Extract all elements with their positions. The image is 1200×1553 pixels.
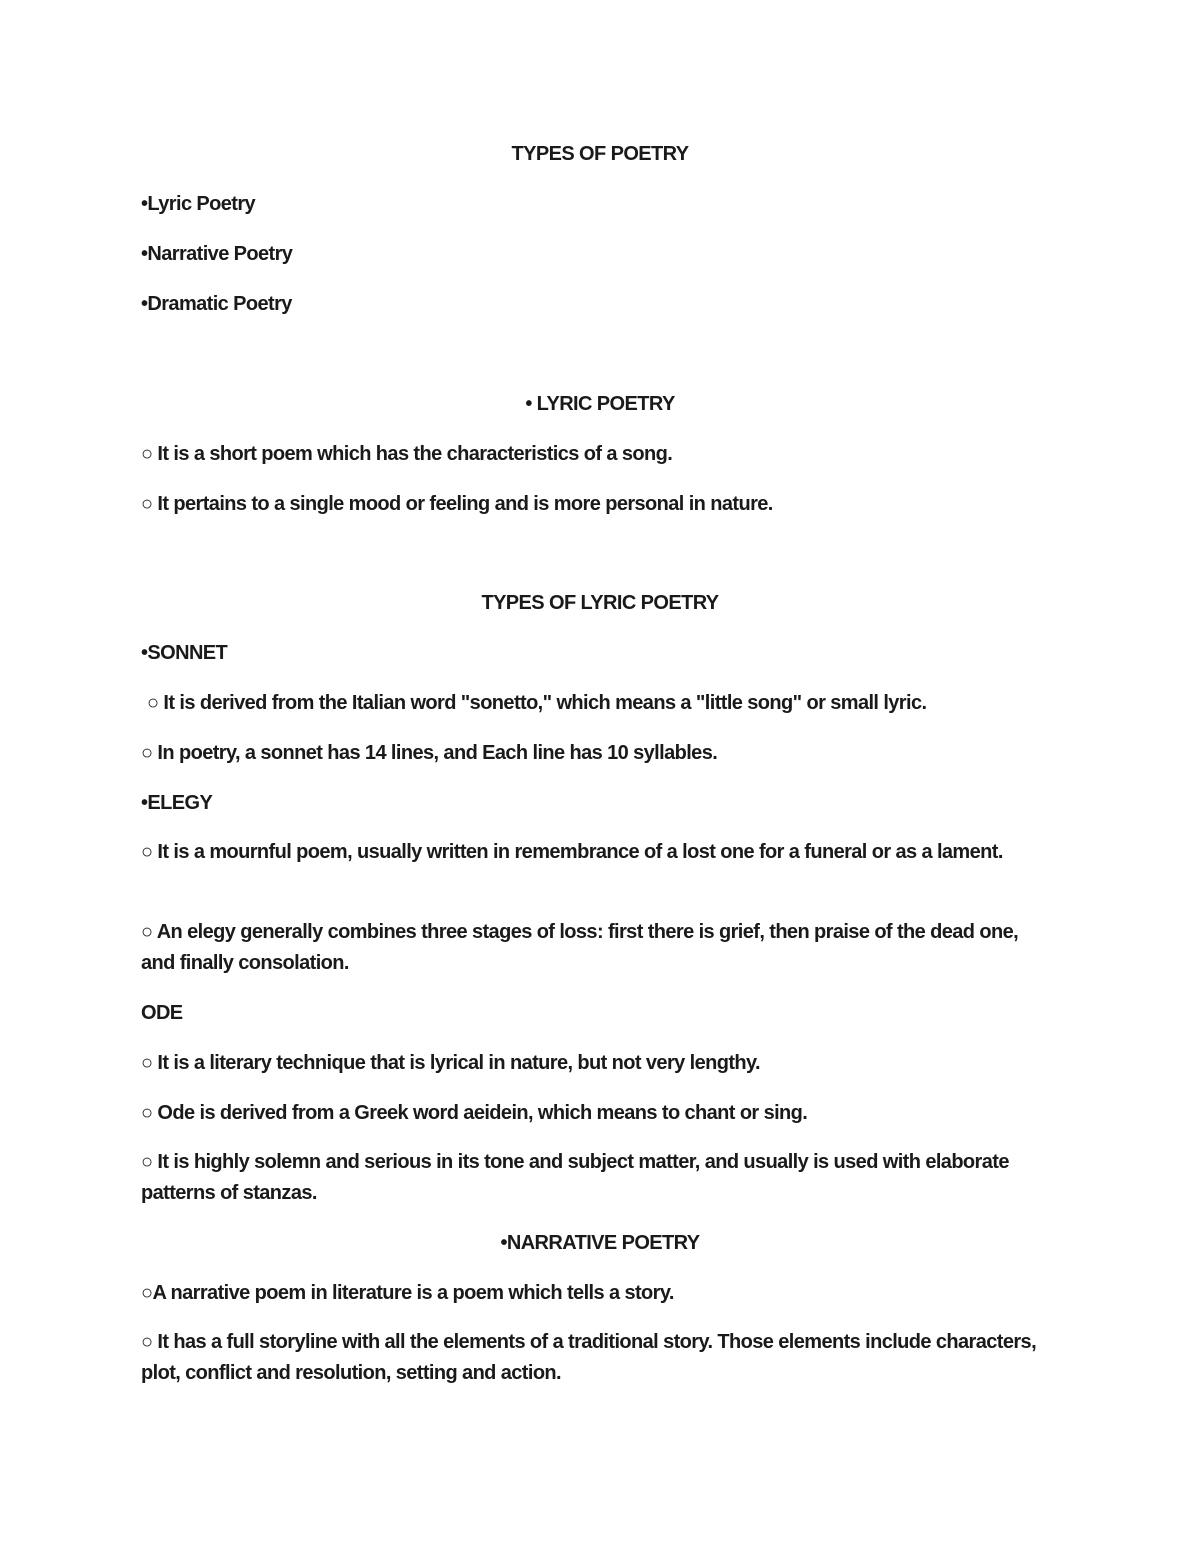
elegy-point: ○ An elegy generally combines three stages of loss: first there is grief, then praise of the dead one, and finally consolation. <box>141 921 1019 974</box>
elegy-point: ○ It is a mournful poem, usually written in remembrance of a lost one for a funeral or as a lament. <box>141 841 1003 863</box>
lyric-poetry-heading: • LYRIC POETRY <box>525 393 675 415</box>
narrative-point: ○A narrative poem in literature is a poem which tells a story. <box>141 1282 674 1304</box>
ode-point: ○ Ode is derived from a Greek word aeidein, which means to chant or sing. <box>141 1102 808 1124</box>
types-of-lyric-heading: TYPES OF LYRIC POETRY <box>481 592 719 614</box>
types-list-item-narrative: •Narrative Poetry <box>141 243 293 265</box>
lyric-point: ○ It pertains to a single mood or feeling and is more personal in nature. <box>141 493 773 515</box>
lyric-point: ○ It is a short poem which has the characteristics of a song. <box>141 443 673 465</box>
sonnet-point: ○ In poetry, a sonnet has 14 lines, and Each line has 10 syllables. <box>141 742 718 764</box>
sonnet-heading: •SONNET <box>141 642 228 664</box>
narrative-point: ○ It has a full storyline with all the elements of a traditional story. Those elements include characters, plot, conflict and resolution, setting and action. <box>141 1331 1037 1384</box>
ode-point: ○ It is highly solemn and serious in its tone and subject matter, and usually is used with elaborate patterns of stanzas. <box>141 1151 1009 1204</box>
elegy-heading: •ELEGY <box>141 792 213 814</box>
ode-heading: ODE <box>141 1002 183 1024</box>
types-list-item-dramatic: •Dramatic Poetry <box>141 293 292 315</box>
types-list-item-lyric: •Lyric Poetry <box>141 193 256 215</box>
narrative-poetry-heading: •NARRATIVE POETRY <box>500 1232 700 1254</box>
ode-point: ○ It is a literary technique that is lyrical in nature, but not very lengthy. <box>141 1052 760 1074</box>
sonnet-point: ○ It is derived from the Italian word "sonetto," which means a "little song" or small lyric. <box>147 692 927 714</box>
document-title: TYPES OF POETRY <box>511 143 689 165</box>
